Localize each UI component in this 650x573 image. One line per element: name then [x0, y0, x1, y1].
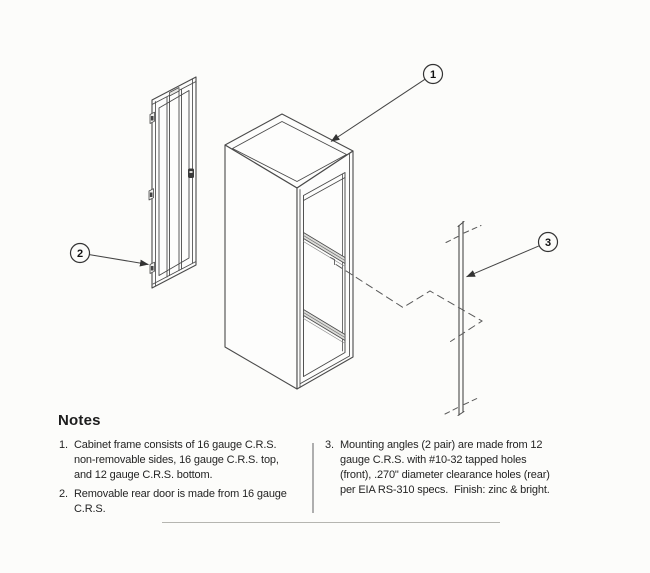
note-1	[59, 438, 279, 483]
callout-2-label: 2	[76, 248, 84, 260]
leader-line-3	[467, 246, 540, 277]
note-2-line-1: Removable rear door is made from 16 gauge	[74, 488, 287, 500]
leader-line-2	[89, 255, 148, 265]
note-3	[325, 438, 550, 498]
mounting-angle-drawing	[458, 222, 464, 416]
note-2-line-2: C.R.S.	[74, 503, 106, 515]
note-1-number: 1.	[59, 439, 68, 451]
callout-1-label: 1	[429, 69, 437, 81]
note-2-number: 2.	[59, 488, 68, 500]
door-latch	[188, 169, 194, 179]
notes-heading: Notes	[58, 412, 101, 429]
note-1-text	[74, 438, 279, 483]
note-2	[59, 487, 287, 517]
note-3-number: 3.	[325, 439, 334, 451]
leader-line-1	[331, 79, 425, 141]
note-1-line-3: and 12 gauge C.R.S. bottom.	[74, 469, 213, 481]
note-3-line-3: (front), .270" diameter clearance holes (rear)	[340, 469, 550, 481]
note-3-line-2: gauge C.R.S. with #10-32 tapped holes	[340, 454, 527, 466]
callout-3-label: 3	[544, 237, 552, 249]
note-3-line-1: Mounting angles (2 pair) are made from 12	[340, 439, 543, 451]
note-1-line-1: Cabinet frame consists of 16 gauge C.R.S.	[74, 439, 277, 451]
note-2-text	[74, 487, 287, 517]
note-3-line-4: per EIA RS-310 specs. Finish: zinc & bright.	[340, 484, 550, 496]
note-3-text	[340, 438, 550, 498]
alignment-zigzag	[336, 265, 482, 342]
rear-door-drawing	[149, 77, 196, 288]
cabinet-frame-drawing	[225, 114, 353, 389]
cabinet-left-side	[225, 145, 297, 389]
note-1-line-2: non-removable sides, 16 gauge C.R.S. top,	[74, 454, 279, 466]
